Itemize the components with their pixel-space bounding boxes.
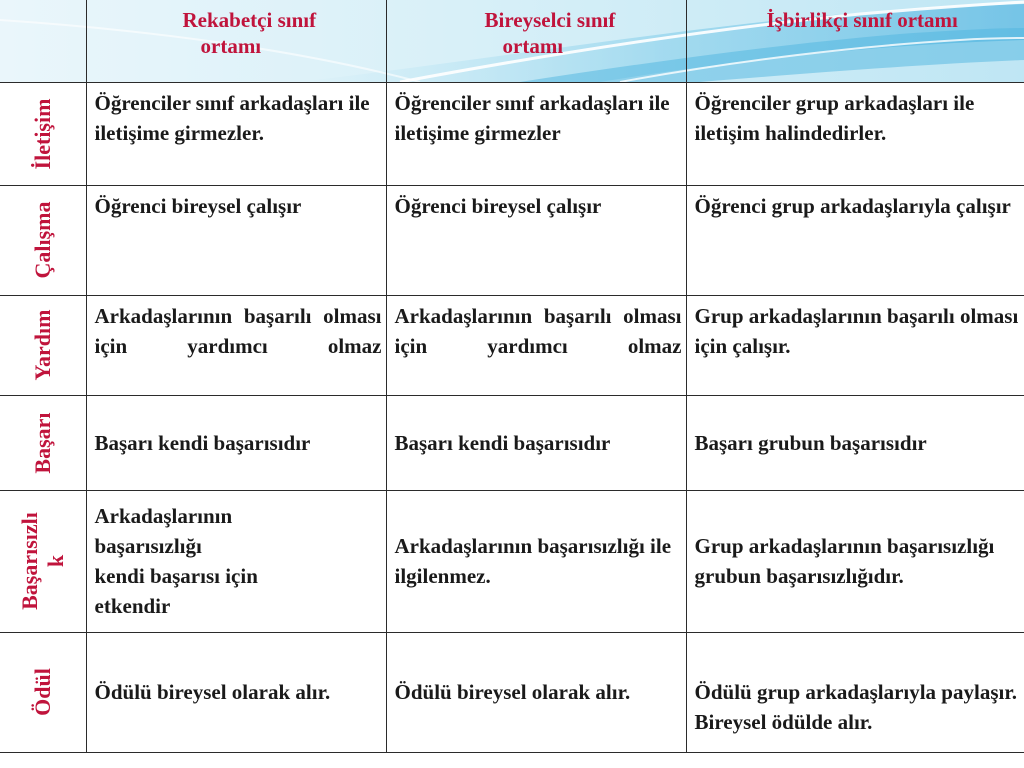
header-col-bireyselci (386, 0, 686, 82)
row-basari (0, 395, 1024, 490)
row-odul (0, 632, 1024, 752)
cell-bireyselci-iletisim: Öğrenciler sınıf arkadaşları ile iletişime girmezler (386, 82, 686, 185)
row-iletisim (0, 82, 1024, 185)
header-col2-line2: ortamı (502, 34, 564, 58)
row-label-cell (0, 82, 86, 185)
row-label-odul: Ödül (29, 668, 55, 716)
header-row (0, 0, 1024, 82)
row-yardim (0, 295, 1024, 395)
cell-rekabetci-yardim: Arkadaşlarının başarılı olması için yardımcı olmaz (86, 295, 386, 395)
row-label-cell (0, 632, 86, 752)
cell-bireyselci-basari: Başarı kendi başarısıdır (386, 395, 686, 490)
cell-rekabetci-basarisizlik-line3: kendi başarısı için (94, 564, 258, 588)
cell-rekabetci-basarisizlik-line2: başarısızlığı (94, 534, 202, 558)
header-col1-line1: Rekabetçi sınıf (182, 8, 317, 32)
row-label-basarisizlik (17, 512, 69, 610)
cell-rekabetci-basarisizlik (86, 490, 386, 632)
header-col2-line1: Bireyselci sınıf (484, 8, 616, 32)
cell-bireyselci-calisma: Öğrenci bireysel çalışır (386, 185, 686, 295)
row-calisma (0, 185, 1024, 295)
cell-isbirlikci-calisma: Öğrenci grup arkadaşlarıyla çalışır (686, 185, 1024, 295)
cell-isbirlikci-yardim: Grup arkadaşlarının başarılı olması için çalışır. (686, 295, 1024, 395)
cell-bireyselci-odul: Ödülü bireysel olarak alır. (386, 632, 686, 752)
row-label-basarisizlik-line2: k (42, 554, 68, 568)
cell-rekabetci-basarisizlik-line1: Arkadaşlarının (94, 504, 233, 528)
header-col-isbirlikci (686, 0, 1024, 82)
cell-isbirlikci-iletisim: Öğrenciler grup arkadaşları ile iletişim halindedirler. (686, 82, 1024, 185)
cell-isbirlikci-odul: Ödülü grup arkadaşlarıyla paylaşır. Bireysel ödülde alır. (686, 632, 1024, 752)
cell-bireyselci-basarisizlik: Arkadaşlarının başarısızlığı ile ilgilenmez. (386, 490, 686, 632)
cell-rekabetci-basarisizlik-line4: etkendir (94, 594, 171, 618)
row-label-iletisim: İletişim (29, 98, 55, 169)
cell-isbirlikci-basari: Başarı grubun başarısıdır (686, 395, 1024, 490)
row-label-basarisizlik-line1: Başarısızlı (16, 512, 42, 610)
row-label-cell (0, 185, 86, 295)
row-label-basari: Başarı (29, 411, 55, 474)
cell-bireyselci-yardim: Arkadaşlarının başarılı olması için yardımcı olmaz (386, 295, 686, 395)
header-col3-label: İşbirlikçi sınıf ortamı (766, 8, 958, 32)
cell-rekabetci-calisma: Öğrenci bireysel çalışır (86, 185, 386, 295)
row-basarisizlik (0, 490, 1024, 632)
header-corner-cell (0, 0, 86, 82)
header-col-rekabetci (86, 0, 386, 82)
cell-isbirlikci-basarisizlik: Grup arkadaşlarının başarısızlığı grubun başarısızlığıdır. (686, 490, 1024, 632)
row-label-cell (0, 395, 86, 490)
row-label-yardim: Yardım (29, 309, 55, 381)
cell-rekabetci-odul: Ödülü bireysel olarak alır. (86, 632, 386, 752)
row-label-cell (0, 295, 86, 395)
row-label-calisma: Çalışma (29, 201, 55, 279)
cell-rekabetci-iletisim: Öğrenciler sınıf arkadaşları ile iletişime girmezler. (86, 82, 386, 185)
header-col1-line2: ortamı (200, 34, 262, 58)
cell-rekabetci-basari: Başarı kendi başarısıdır (86, 395, 386, 490)
row-label-cell (0, 490, 86, 632)
